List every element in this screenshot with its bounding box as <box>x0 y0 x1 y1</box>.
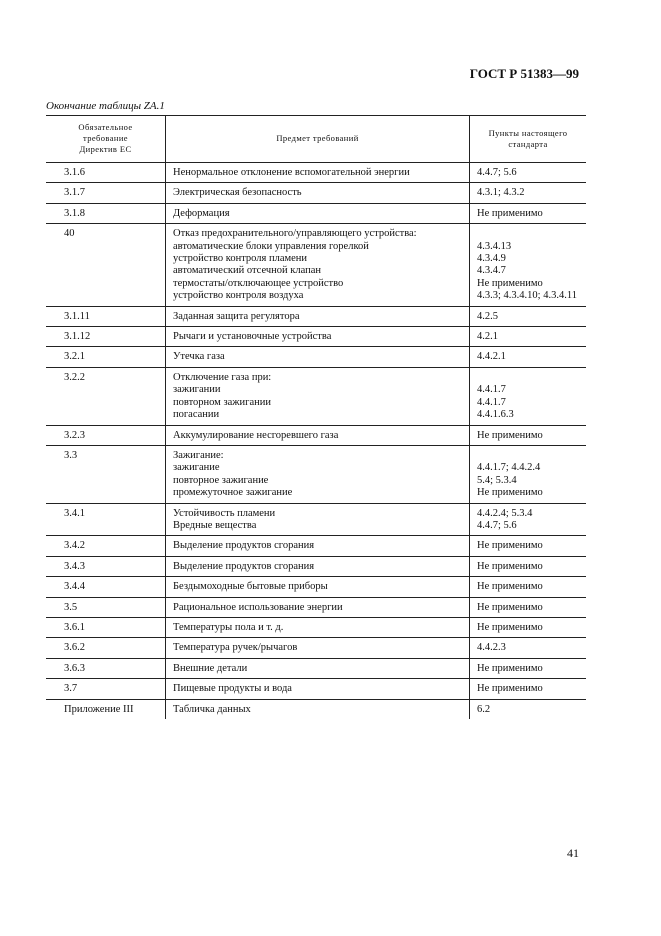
requirement-cell: 3.1.7 <box>64 187 85 199</box>
clause-line: Не применимо <box>477 662 543 674</box>
subject-cell <box>166 597 470 617</box>
subject-line: Деформация <box>173 207 230 219</box>
column-header-subject <box>166 116 470 163</box>
clause-line: 4.4.1.7; 4.4.2.4 <box>477 462 541 474</box>
clause-line: 4.4.7; 5.6 <box>477 167 517 178</box>
table-row <box>46 367 586 425</box>
clause-line <box>477 372 580 384</box>
subject-line: Табличка данных <box>173 703 251 715</box>
subject-cell <box>166 617 470 637</box>
subject-cell <box>166 327 470 347</box>
subject-line: термостаты/отключающее устройство <box>173 277 344 289</box>
clause-line: 4.2.1 <box>477 331 498 343</box>
table-row <box>46 577 586 597</box>
requirement-cell: 3.3 <box>64 449 78 461</box>
requirements-table <box>46 115 586 719</box>
requirement-cell: 3.6.1 <box>64 621 85 633</box>
clauses-cell <box>470 503 587 536</box>
clauses-cell <box>470 367 587 425</box>
table-row <box>46 203 586 223</box>
subject-line: Вредные вещества <box>173 519 257 531</box>
subject-line: устройство контроля пламени <box>173 253 308 265</box>
column-header-line: Директив ЕС <box>79 144 132 154</box>
subject-cell <box>166 638 470 658</box>
subject-line: зажигании <box>173 384 221 396</box>
subject-line: Температура ручек/рычагов <box>173 642 298 654</box>
clause-line <box>477 228 580 240</box>
clause-line: 4.3.4.9 <box>477 253 506 265</box>
subject-line: автоматический отсечной клапан <box>173 265 322 277</box>
column-header-line: Обязательное <box>78 122 133 132</box>
subject-line: Пищевые продукты и вода <box>173 683 292 695</box>
table-row <box>46 224 586 306</box>
clauses-cell <box>470 327 587 347</box>
requirement-cell: 3.1.12 <box>64 331 91 343</box>
subject-line: Отказ предохранительного/управляющего устройства: <box>173 228 417 240</box>
clause-line: 4.4.1.6.3 <box>477 409 514 421</box>
clauses-cell <box>470 445 587 503</box>
clauses-cell <box>470 425 587 445</box>
subject-line: Электрическая безопасность <box>173 187 302 199</box>
clauses-cell <box>470 699 587 719</box>
subject-line: повторное зажигание <box>173 474 269 486</box>
clause-line: Не применимо <box>477 277 543 289</box>
table-row <box>46 597 586 617</box>
clause-line: 4.2.5 <box>477 310 498 322</box>
column-header-clauses <box>470 116 587 163</box>
requirement-cell: 3.1.8 <box>64 207 85 219</box>
requirement-cell: 3.4.1 <box>64 507 85 519</box>
table-row <box>46 503 586 536</box>
column-header-line: требование <box>83 133 128 143</box>
clause-line: 4.4.1.7 <box>477 384 506 396</box>
clause-line: 4.4.1.7 <box>477 396 506 408</box>
clause-line: 4.3.4.13 <box>477 240 512 252</box>
subject-cell <box>166 577 470 597</box>
clauses-cell <box>470 658 587 678</box>
subject-line: автоматические блоки управления горелкой <box>173 240 369 252</box>
subject-cell <box>166 183 470 203</box>
subject-cell <box>166 224 470 306</box>
requirement-cell: 3.4.3 <box>64 560 85 572</box>
requirement-cell: 3.4.2 <box>64 540 85 552</box>
requirement-cell: 3.1.11 <box>64 310 90 322</box>
clause-line: Не применимо <box>477 560 543 572</box>
subject-line: Рациональное использование энергии <box>173 601 343 613</box>
clauses-cell <box>470 556 587 576</box>
clauses-cell <box>470 638 587 658</box>
requirement-cell: 3.2.1 <box>64 351 85 363</box>
table-row <box>46 617 586 637</box>
clause-line: Не применимо <box>477 683 543 695</box>
subject-line: повторном зажигании <box>173 396 271 408</box>
requirement-cell: 3.2.2 <box>64 371 85 383</box>
subject-line: Ненормальное отклонение вспомогательной энергии <box>173 167 410 178</box>
clauses-cell <box>470 306 587 326</box>
column-header-line: Предмет требований <box>276 133 359 143</box>
clause-line: 5.4; 5.3.4 <box>477 474 517 486</box>
table-row <box>46 699 586 719</box>
subject-line: устройство контроля воздуха <box>173 290 304 302</box>
clauses-cell <box>470 577 587 597</box>
subject-cell <box>166 203 470 223</box>
requirement-cell: 3.4.4 <box>64 581 85 593</box>
table-row <box>46 679 586 699</box>
table-row <box>46 536 586 556</box>
clause-line: 4.4.7; 5.6 <box>477 519 517 531</box>
clause-line: 4.4.2.4; 5.3.4 <box>477 507 533 519</box>
clauses-cell <box>470 183 587 203</box>
table-row <box>46 306 586 326</box>
clauses-cell <box>470 536 587 556</box>
requirement-cell: 3.1.6 <box>64 167 85 178</box>
requirement-cell: Приложение III <box>64 703 134 715</box>
requirement-cell: 3.2.3 <box>64 429 85 441</box>
clause-line: Не применимо <box>477 207 543 219</box>
table-row <box>46 556 586 576</box>
clauses-cell <box>470 679 587 699</box>
clauses-cell <box>470 617 587 637</box>
clause-line: Не применимо <box>477 621 543 633</box>
subject-line: Устойчивость пламени <box>173 507 276 519</box>
subject-cell <box>166 347 470 367</box>
table-body <box>46 163 586 720</box>
table-row <box>46 183 586 203</box>
requirement-cell: 3.5 <box>64 601 78 613</box>
subject-line: Аккумулирование несгоревшего газа <box>173 429 339 441</box>
clause-line: 4.4.2.1 <box>477 351 506 363</box>
page-number: 41 <box>567 846 579 860</box>
column-header-line: Пункты настоящего <box>488 127 568 138</box>
clause-line: Не применимо <box>477 429 543 441</box>
subject-cell <box>166 658 470 678</box>
subject-line: Рычаги и установочные устройства <box>173 331 332 343</box>
requirement-cell: 3.6.3 <box>64 662 85 674</box>
clause-line: Не применимо <box>477 601 543 613</box>
subject-line: Утечка газа <box>173 351 225 363</box>
subject-line: зажигание <box>173 462 220 474</box>
table-row <box>46 163 586 183</box>
clauses-cell <box>470 163 587 183</box>
clause-line: 4.3.1; 4.3.2 <box>477 187 525 199</box>
requirement-cell: 3.7 <box>64 683 78 695</box>
subject-cell <box>166 367 470 425</box>
column-header-requirement <box>46 116 166 163</box>
subject-cell <box>166 425 470 445</box>
clauses-cell <box>470 347 587 367</box>
subject-cell <box>166 445 470 503</box>
clauses-cell <box>470 224 587 306</box>
clause-line: 4.4.2.3 <box>477 642 506 654</box>
subject-cell <box>166 699 470 719</box>
subject-cell <box>166 679 470 699</box>
clauses-cell <box>470 203 587 223</box>
clause-line: Не применимо <box>477 540 543 552</box>
table-row <box>46 658 586 678</box>
table-header-row <box>46 116 586 163</box>
clause-line: 4.3.3; 4.3.4.10; 4.3.4.11 <box>477 290 577 302</box>
requirement-cell: 3.6.2 <box>64 642 85 654</box>
clause-line <box>477 450 580 462</box>
subject-cell <box>166 163 470 183</box>
subject-line: Температуры пола и т. д. <box>173 621 284 633</box>
requirement-cell: 40 <box>64 228 75 240</box>
subject-line: погасании <box>173 409 220 421</box>
subject-line: Выделение продуктов сгорания <box>173 540 315 552</box>
clause-line: 6.2 <box>477 703 491 715</box>
subject-line: Выделение продуктов сгорания <box>173 560 315 572</box>
subject-line: Внешние детали <box>173 662 248 674</box>
table-row <box>46 445 586 503</box>
table-caption: Окончание таблицы ZA.1 <box>46 100 165 112</box>
subject-line: Бездымоходные бытовые приборы <box>173 581 328 593</box>
subject-cell <box>166 536 470 556</box>
subject-line: Зажигание: <box>173 449 224 461</box>
subject-line: Заданная защита регулятора <box>173 310 300 322</box>
table-row <box>46 327 586 347</box>
table-row <box>46 638 586 658</box>
clauses-cell <box>470 597 587 617</box>
subject-cell <box>166 306 470 326</box>
subject-cell <box>166 556 470 576</box>
subject-line: промежуточное зажигание <box>173 487 293 499</box>
clause-line: Не применимо <box>477 581 543 593</box>
clause-line: Не применимо <box>477 487 543 499</box>
subject-cell <box>166 503 470 536</box>
column-header-line: стандарта <box>508 138 548 149</box>
subject-line: Отключение газа при: <box>173 371 272 383</box>
clause-line: 4.3.4.7 <box>477 265 506 277</box>
table-row <box>46 425 586 445</box>
table-row <box>46 347 586 367</box>
document-code: ГОСТ Р 51383—99 <box>469 66 579 81</box>
